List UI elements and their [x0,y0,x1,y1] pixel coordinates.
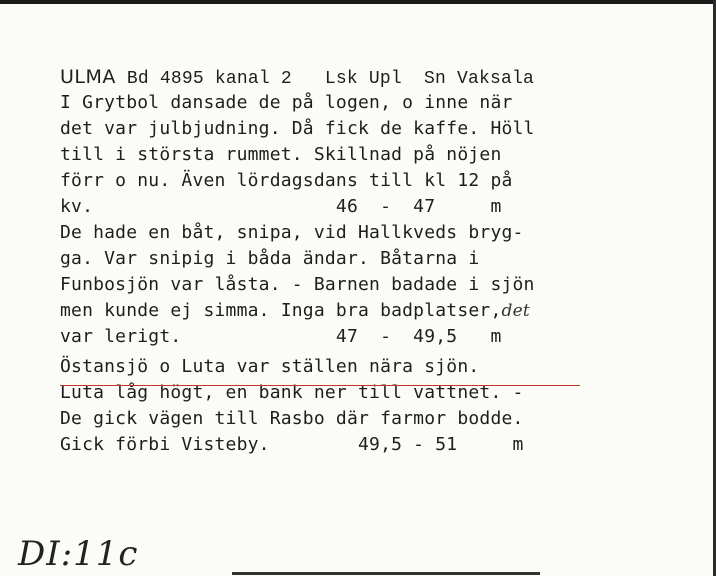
handwritten-archive-code: DI:11c [18,534,139,574]
handwritten-insertion: det [501,301,530,321]
text-line: förr o nu. Även lördagsdans till kl 12 på [60,170,513,191]
text-line: De hade en båt, snipa, vid Hallkveds bryg- [60,222,524,243]
text-line: till i största rummet. Skillnad på nöjen [60,144,502,165]
text-line-main: men kunde ej simma. Inga bra badplatser, [60,300,502,321]
card-bottom-line [232,572,540,575]
text-line: Funbosjön var låsta. - Barnen badade i sjön [60,274,535,295]
card-top-edge [0,0,716,4]
text-line: ga. Var snipig i båda ändar. Båtarna i [60,248,480,269]
header-line [60,64,534,90]
text-line: Östansjö o Luta var ställen nära sjön. [60,356,480,377]
text-line: Luta låg högt, en bank ner till vattnet. - [60,382,524,403]
archive-prefix: ULMA [60,66,116,88]
header-reference: Bd 4895 kanal 2 Lsk Upl Sn Vaksala [115,69,534,89]
text-line: var lerigt. 47 - 49,5 m [60,326,502,347]
text-line: Gick förbi Visteby. 49,5 - 51 m [60,434,524,455]
text-line: kv. 46 - 47 m [60,196,502,217]
text-line: det var julbjudning. Då fick de kaffe. Höll [60,118,535,139]
text-line: De gick vägen till Rasbo där farmor bodde. [60,408,524,429]
red-underline [60,385,580,386]
text-line: I Grytbol dansade de på logen, o inne när [60,92,513,113]
text-line-annotated [60,298,530,324]
